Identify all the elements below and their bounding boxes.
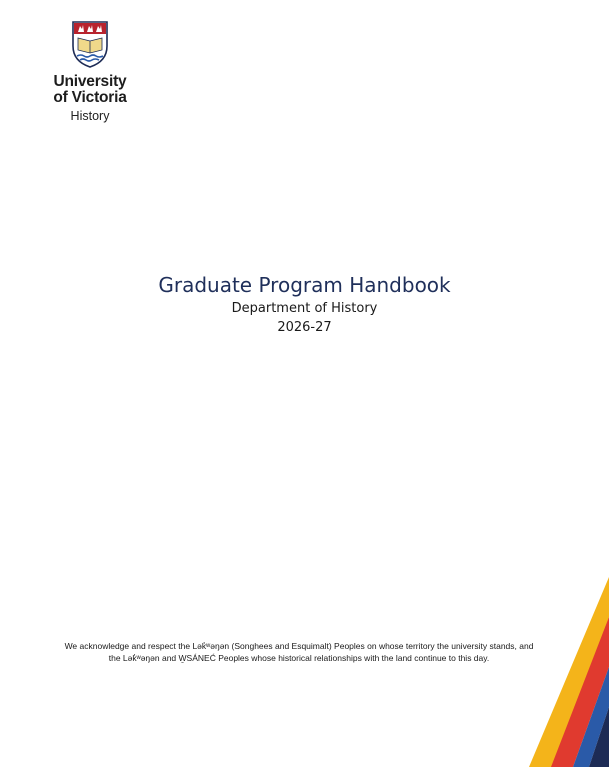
decorative-stripes [529,577,609,767]
university-name-line1: University [53,73,127,90]
cover-title-block [0,272,609,337]
university-logo [48,20,132,123]
university-name-line2: of Victoria [53,89,127,106]
uvic-crest-icon [71,20,109,68]
land-acknowledgement: We acknowledge and respect the Lək̓ʷəŋən (Songhees and Esquimalt) Peoples on whose territory the university stands, and the Lək̓ʷəŋən and W̱SÁNEĆ Peoples whose historical relationships with the land continue to this day. [64,641,534,663]
logo-department-name: History [70,109,110,123]
university-name [48,74,132,106]
academic-year: 2026-27 [277,320,332,335]
page-title: Graduate Program Handbook [158,273,451,297]
page-subtitle: Department of History [231,301,378,316]
